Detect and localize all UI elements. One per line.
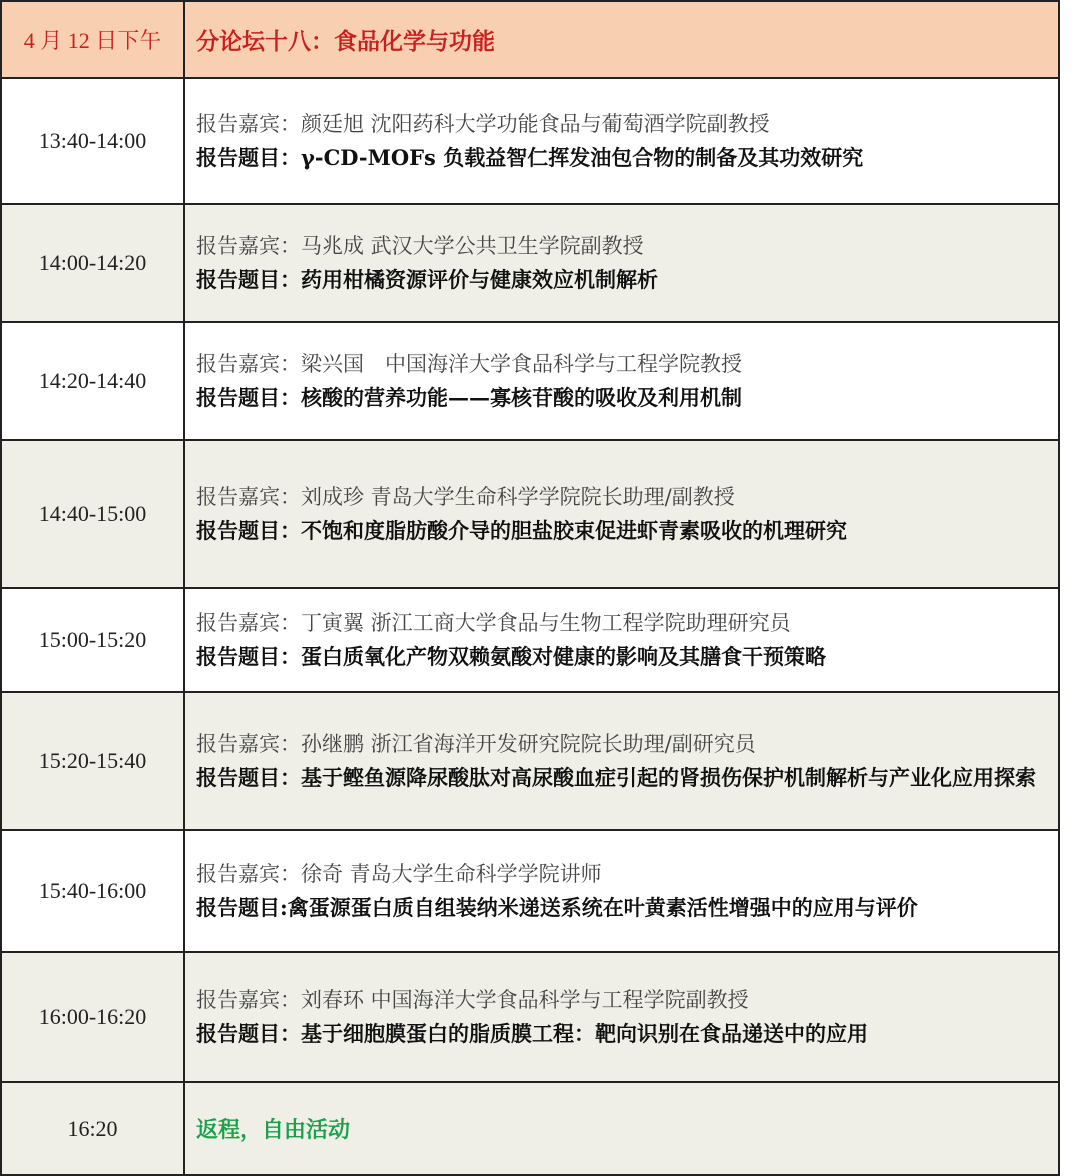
- topic-line: 报告题目：蛋白质氧化产物双赖氨酸对健康的影响及其膳食干预策略: [196, 644, 826, 669]
- speaker-line: 报告嘉宾：刘春环 中国海洋大学食品科学与工程学院副教授: [196, 988, 749, 1012]
- table-row: [1, 322, 1059, 440]
- talk-cell: [184, 78, 1059, 204]
- talk-cell: [184, 692, 1059, 830]
- header-row: [1, 1, 1059, 78]
- time-cell: 14:40-15:00: [1, 440, 184, 588]
- table-row: [1, 830, 1059, 952]
- speaker-line: 报告嘉宾：刘成珍 青岛大学生命科学学院院长助理/副教授: [196, 485, 735, 509]
- time-cell: 14:00-14:20: [1, 204, 184, 322]
- table-row: [1, 588, 1059, 692]
- talk-cell: [184, 322, 1059, 440]
- talk-cell: [184, 440, 1059, 588]
- closing-text: 返程，自由活动: [184, 1082, 1059, 1175]
- talk-cell: [184, 204, 1059, 322]
- closing-time: 16:20: [1, 1082, 184, 1175]
- speaker-line: 报告嘉宾：颜廷旭 沈阳药科大学功能食品与葡萄酒学院副教授: [196, 112, 770, 136]
- time-cell: 15:40-16:00: [1, 830, 184, 952]
- time-cell: 15:20-15:40: [1, 692, 184, 830]
- time-cell: 13:40-14:00: [1, 78, 184, 204]
- speaker-line: 报告嘉宾：丁寅翼 浙江工商大学食品与生物工程学院助理研究员: [196, 611, 791, 635]
- topic-line: 报告题目：基于细胞膜蛋白的脂质膜工程：靶向识别在食品递送中的应用: [196, 1021, 868, 1046]
- topic-line: 报告题目：γ-CD-MOFs 负载益智仁挥发油包合物的制备及其功效研究: [196, 145, 864, 170]
- talk-cell: [184, 830, 1059, 952]
- topic-line: 报告题目：基于鲣鱼源降尿酸肽对高尿酸血症引起的肾损伤保护机制解析与产业化应用探索: [196, 765, 1036, 790]
- header-date: 4 月 12 日下午: [1, 1, 184, 78]
- speaker-line: 报告嘉宾：徐奇 青岛大学生命科学学院讲师: [196, 862, 602, 886]
- speaker-line: 报告嘉宾：梁兴国 中国海洋大学食品科学与工程学院教授: [196, 352, 742, 376]
- time-cell: 16:00-16:20: [1, 952, 184, 1082]
- talk-cell: [184, 588, 1059, 692]
- time-cell: 14:20-14:40: [1, 322, 184, 440]
- topic-line: 报告题目：不饱和度脂肪酸介导的胆盐胶束促进虾青素吸收的机理研究: [196, 518, 847, 543]
- speaker-line: 报告嘉宾：马兆成 武汉大学公共卫生学院副教授: [196, 234, 644, 258]
- speaker-line: 报告嘉宾：孙继鹏 浙江省海洋开发研究院院长助理/副研究员: [196, 732, 756, 756]
- topic-line: 报告题目：核酸的营养功能——寡核苷酸的吸收及利用机制: [196, 385, 742, 410]
- time-cell: 15:00-15:20: [1, 588, 184, 692]
- table-row: [1, 952, 1059, 1082]
- topic-line: 报告题目：药用柑橘资源评价与健康效应机制解析: [196, 267, 658, 292]
- table-row: [1, 78, 1059, 204]
- table-row: [1, 204, 1059, 322]
- table-row: [1, 440, 1059, 588]
- topic-line: 报告题目:禽蛋源蛋白质自组装纳米递送系统在叶黄素活性增强中的应用与评价: [196, 895, 918, 920]
- table-row: [1, 692, 1059, 830]
- forum-title: 分论坛十八：食品化学与功能: [184, 1, 1059, 78]
- closing-row: [1, 1082, 1059, 1175]
- talk-cell: [184, 952, 1059, 1082]
